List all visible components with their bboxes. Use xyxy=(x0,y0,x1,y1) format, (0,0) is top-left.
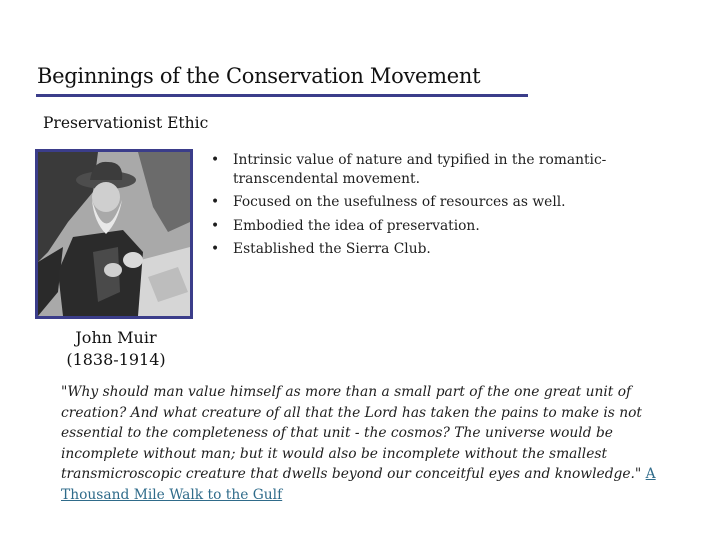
caption-dates: (1838-1914) xyxy=(66,350,166,369)
photo-caption xyxy=(52,327,180,371)
slide-title: Beginnings of the Conservation Movement xyxy=(37,64,481,88)
bullet-text: Established the Sierra Club. xyxy=(233,241,431,257)
muir-quote xyxy=(61,382,683,505)
bullet-text: Focused on the usefulness of resources as well. xyxy=(233,194,566,210)
bullet-icon: • xyxy=(211,194,220,210)
bullet-text: Embodied the idea of preservation. xyxy=(233,217,480,234)
john-muir-photo xyxy=(35,149,193,319)
quote-text: "Why should man value himself as more than a small part of the one great unit of creation? And what creature of all that the Lord has taken the pains to make is not essential to the completeness of that unit - the cosmos? The universe would be incomplete without man; but it would also be incomplete without the smallest transmicroscopic creature that dwells beyond our conceitful eyes and knowledge." xyxy=(61,384,642,482)
portrait-photo-icon xyxy=(38,152,190,316)
bullet-list xyxy=(210,151,630,264)
bullet-item xyxy=(210,151,630,188)
quote-source-link[interactable]: A Thousand Mile Walk to the Gulf xyxy=(61,466,656,503)
caption-name: John Muir xyxy=(75,328,157,347)
bullet-icon: • xyxy=(211,217,220,234)
bullet-icon: • xyxy=(211,152,220,168)
slide-subtitle: Preservationist Ethic xyxy=(43,114,209,132)
bullet-icon: • xyxy=(211,241,220,257)
bullet-text: Intrinsic value of nature and typified in the romantic-transcendental movement. xyxy=(233,152,607,187)
bullet-item xyxy=(210,217,630,236)
bullet-item xyxy=(210,193,630,212)
title-underline xyxy=(36,94,528,97)
bullet-item xyxy=(210,240,630,259)
